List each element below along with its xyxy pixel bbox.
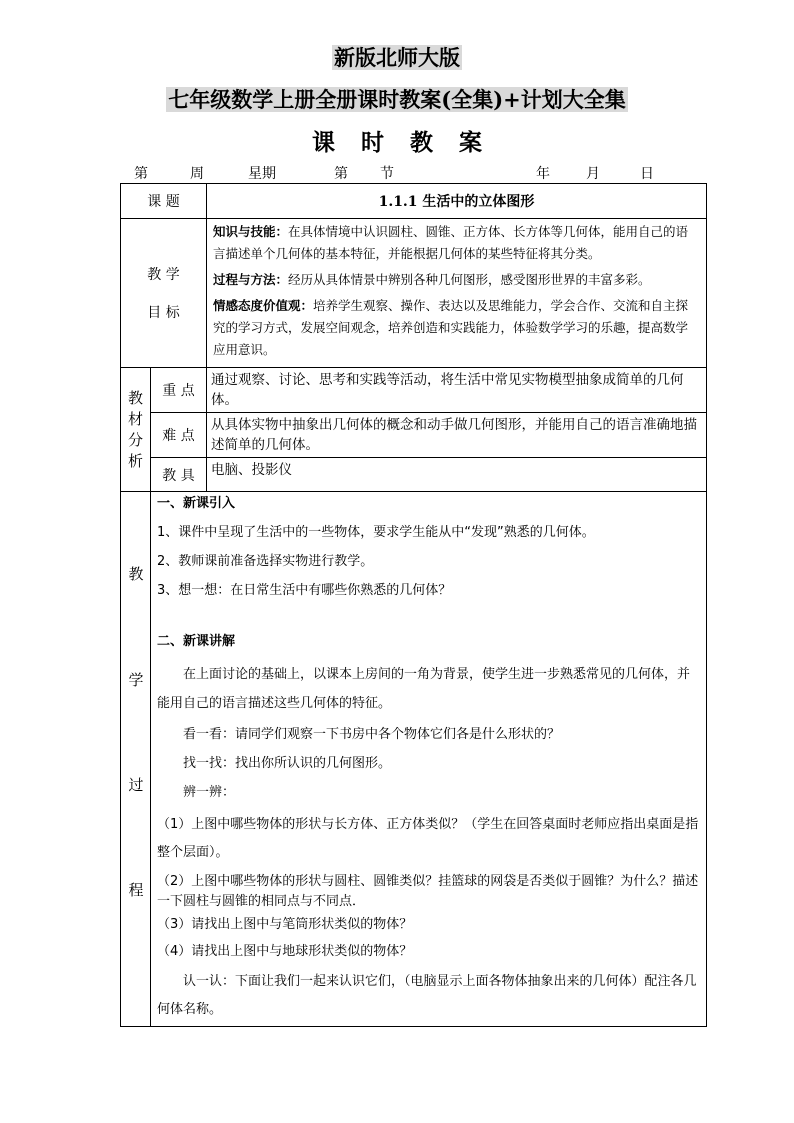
intro-item-3: 3、想一想：在日常生活中有哪些你熟悉的几何体？ [157,583,452,598]
analysis-label-char-1: 教 [127,388,143,407]
tools-row [121,458,707,492]
intro-item-1: 1、课件中呈现了生活中的一些物体，要求学生能从中“发现”熟悉的几何体。 [157,525,595,540]
difficulty-label: 难 点 [151,413,207,458]
question-3: （3）请找出上图中与笔筒形状类似的物体？ [157,917,413,932]
tools-label: 教 具 [151,458,207,492]
goal-process-head: 过程与方法： [213,272,289,287]
header-document-title [0,86,794,114]
header-document-title-text: 七年级数学上册全册课时教案(全集)+计划大全集 [168,87,626,112]
year-label: 年 [536,166,550,182]
goal-process [213,269,700,291]
goals-row [121,219,707,368]
period-label: 节 [380,166,394,182]
goal-knowledge-head: 知识与技能： [213,224,289,239]
difficulty-value: 从具体实物中抽象出几何体的概念和动手做几何图形，并能用自己的语言准确地描述简单的几何体。 [207,413,707,458]
goals-label-line1: 教 学 [147,267,180,283]
difficulty-row [121,413,707,458]
period-prefix: 第 [334,166,348,182]
topic-row [121,184,707,219]
process-label [121,492,151,1027]
lesson-plan-table [120,183,707,1027]
recognize-item: 认一认：下面让我们一起来认识它们，（电脑显示上面各物体抽象出来的几何体）配注各几何体名称。 [157,974,697,1017]
header-lesson-plan: 课时教案 [312,129,508,156]
analysis-label-char-4: 析 [127,451,143,470]
distinguish-item: 辨一辨： [183,785,236,800]
question-4: （4）请找出上图中与地球形状类似的物体？ [157,944,413,959]
topic-label: 课 题 [121,184,207,219]
day-label: 日 [640,166,654,182]
tools-value: 电脑、投影仪 [207,458,707,492]
goals-label [121,219,207,368]
question-2: （2）上图中哪些物体的形状与圆柱、圆锥类似？挂篮球的网袋是否类似于圆锥？为什么？描述一下圆柱与圆锥的相同点与不同点． [157,874,699,909]
analysis-label [121,368,151,492]
find-item: 找一找：找出你所认识的几何图形。 [183,756,392,771]
key-points-label: 重 点 [151,368,207,413]
process-label-char-2: 学 [128,671,144,689]
goal-knowledge [213,221,700,265]
week-prefix: 第 [134,166,148,182]
process-label-char-3: 过 [128,776,144,794]
goal-attitude-text: 培养学生观察、操作、表达以及思维能力，学会合作、交流和自主探究的学习方式，发展空间观念，培养创造和实践能力，体验数学学习的乐趣，提高数学应用意识。 [213,298,689,357]
week-label: 周 [190,166,204,182]
lecture-paragraph: 在上面讨论的基础上，以课本上房间的一角为背景，使学生进一步熟悉常见的几何体，并能用自己的语言描述这些几何体的特征。 [157,667,691,711]
key-points-value: 通过观察、讨论、思考和实践等活动，将生活中常见实物模型抽象成简单的几何体。 [207,368,707,413]
question-1: （1）上图中哪些物体的形状与长方体、正方体类似？（学生在回答桌面时老师应指出桌面是指整个层面）。 [157,817,699,860]
blank-line [157,602,700,624]
key-points-row [121,368,707,413]
process-label-char-1: 教 [128,565,144,583]
look-item: 看一看：请同学们观察一下书房中各个物体它们各是什么形状的？ [183,727,561,742]
process-content [151,492,707,1027]
analysis-label-char-2: 材 [127,409,143,428]
goals-content [207,219,707,368]
goal-attitude-head: 情感态度价值观： [213,298,314,313]
section-intro-heading: 一、新课引入 [157,496,236,511]
section-lecture-heading: 二、新课讲解 [157,634,236,649]
date-line [120,163,706,183]
header-publisher [0,44,794,72]
process-row [121,492,707,1027]
goal-attitude [213,295,700,361]
analysis-label-char-3: 分 [127,430,143,449]
goal-process-text: 经历从具体情景中辨别各种几何图形，感受图形世界的丰富多彩。 [288,272,651,287]
process-label-char-4: 程 [128,881,144,899]
intro-item-2: 2、教师课前准备选择实物进行教学。 [157,554,374,569]
goal-knowledge-text: 在具体情境中认识圆柱、圆锥、正方体、长方体等几何体，能用自己的语言描述单个几何体的基本特征，并能根据几何体的某些特征将其分类。 [213,224,689,261]
topic-value: 1.1.1 生活中的立体图形 [207,184,707,219]
goals-label-line2: 目 标 [147,305,180,321]
month-label: 月 [586,166,600,182]
header-publisher-text: 新版北师大版 [334,45,460,70]
weekday-label: 星期 [248,166,276,182]
